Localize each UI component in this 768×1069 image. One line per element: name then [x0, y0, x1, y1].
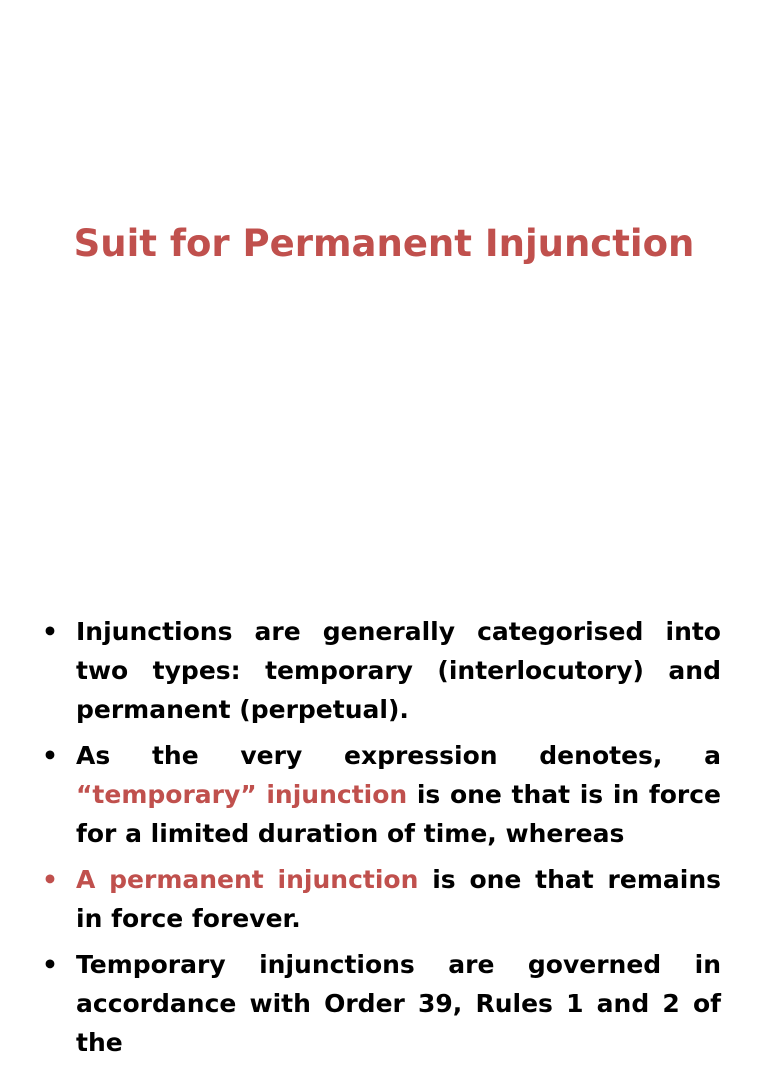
bullet-text: As the very expression denotes, a — [76, 741, 721, 770]
bullet-item-types — [40, 612, 721, 729]
bullet-dot-icon: • — [42, 617, 58, 646]
bullet-item-governed — [40, 945, 721, 1062]
slide-title: Suit for Permanent Injunction — [73, 222, 695, 265]
bullet-text: Injunctions are generally categorised into two types: temporary (interlocutory) and permanent (perpetual). — [76, 617, 721, 724]
bullet-highlight-temporary: “temporary” injunction — [76, 780, 408, 809]
bullet-highlight-permanent: A permanent injunction — [76, 865, 419, 894]
bullet-text: is one that is in force for a limited duration of time, whereas — [76, 780, 721, 848]
bullet-text: is one that remains in force forever. — [76, 865, 722, 933]
bullet-dot-icon: • — [42, 950, 58, 979]
bullet-item-temporary — [40, 736, 721, 853]
bullet-item-permanent — [40, 860, 721, 938]
bullet-list — [40, 612, 721, 1069]
bullet-dot-icon: • — [42, 865, 58, 894]
bullet-dot-icon: • — [42, 741, 58, 770]
bullet-text: Temporary injunctions are governed in accordance with Order 39, Rules 1 and 2 of the — [76, 950, 721, 1057]
